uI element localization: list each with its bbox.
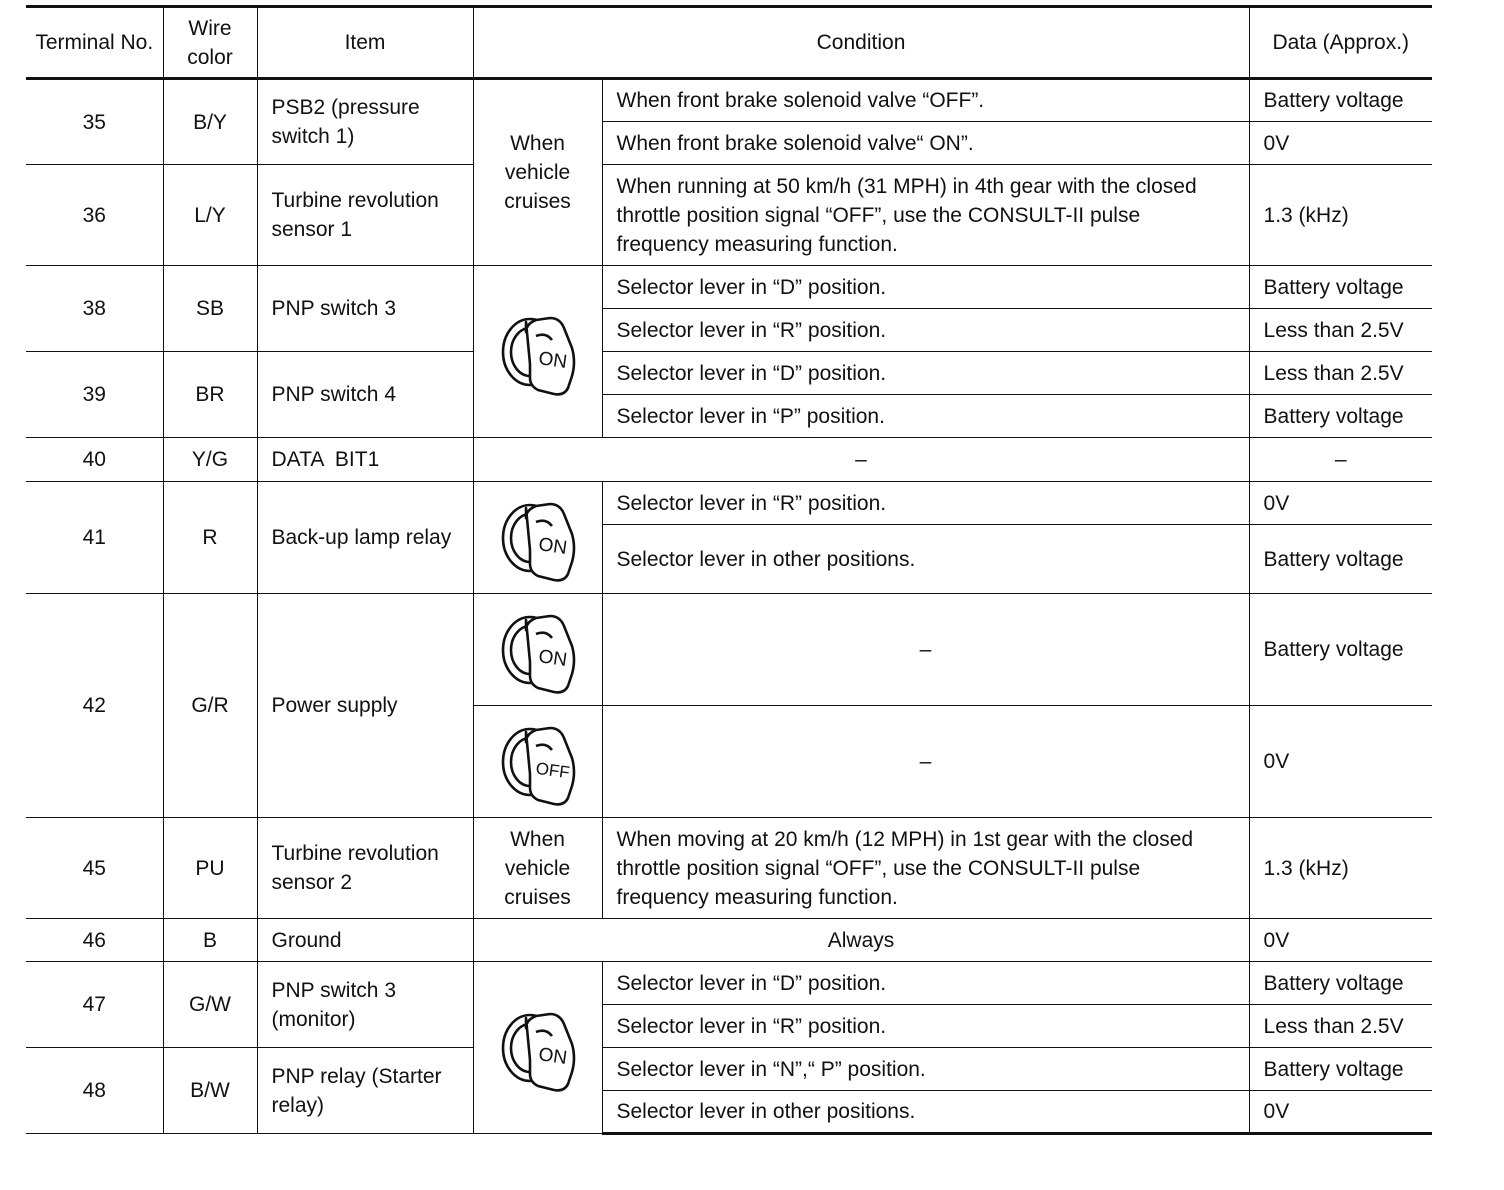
condition: Selector lever in “D” position. [602,266,1249,309]
terminal-no: 38 [26,266,163,352]
table-row [26,165,1432,266]
data-value: Battery voltage [1249,1048,1432,1091]
wire-color: BR [163,352,257,438]
data-value: 1.3 (kHz) [1249,165,1432,266]
table-row [26,266,1432,309]
condition: Selector lever in “R” position. [602,1005,1249,1048]
key-switch-label: ON [536,645,568,671]
wire-color: PU [163,818,257,919]
condition: When running at 50 km/h (31 MPH) in 4th gear with the closed throttle position signal “OFF”, use the CONSULT-II pulse frequency measuring function. [602,165,1249,266]
condition: Selector lever in “D” position. [602,962,1249,1005]
data-value: Battery voltage [1249,395,1432,438]
data-value: – [1249,438,1432,482]
data-value: 0V [1249,122,1432,165]
wire-color: B/W [163,1048,257,1134]
terminal-no: 48 [26,1048,163,1134]
terminal-no: 35 [26,79,163,165]
ignition-key-on-icon [492,492,584,584]
data-value: Battery voltage [1249,962,1432,1005]
key-switch-label: ON [536,347,568,373]
condition: Selector lever in other positions. [602,525,1249,594]
condition: Selector lever in “N”,“ P” position. [602,1048,1249,1091]
wire-color: B [163,919,257,962]
item: DATA BIT1 [257,438,473,482]
wire-color: SB [163,266,257,352]
key-switch-label: OFF [534,758,571,782]
item: PNP switch 3 (monitor) [257,962,473,1048]
item: Turbine revolution sensor 1 [257,165,473,266]
ignition-key-on-icon [492,604,584,696]
ignition-key-cell [473,482,602,594]
ignition-key-cell [473,266,602,438]
data-value: 0V [1249,706,1432,818]
item: Power supply [257,594,473,818]
data-value: 0V [1249,1091,1432,1134]
condition: Selector lever in “R” position. [602,482,1249,525]
condition: Selector lever in “R” position. [602,309,1249,352]
header-terminal-no: Terminal No. [26,7,163,79]
table-row [26,352,1432,395]
condition: Selector lever in “D” position. [602,352,1249,395]
table-row [26,919,1432,962]
data-value: Less than 2.5V [1249,352,1432,395]
header-data: Data (Approx.) [1249,7,1432,79]
ignition-key-on-icon [492,306,584,398]
table-row [26,482,1432,525]
table-row [26,438,1432,482]
condition: When front brake solenoid valve“ ON”. [602,122,1249,165]
data-value: Less than 2.5V [1249,1005,1432,1048]
table-row [26,962,1432,1005]
condition: Selector lever in other positions. [602,1091,1249,1134]
data-value: 0V [1249,919,1432,962]
terminal-no: 46 [26,919,163,962]
terminal-no: 47 [26,962,163,1048]
table-row [26,1048,1432,1091]
wire-color: L/Y [163,165,257,266]
header-condition: Condition [473,7,1249,79]
item: Ground [257,919,473,962]
key-switch-label: ON [536,533,568,559]
condition: – [602,594,1249,706]
condition: When moving at 20 km/h (12 MPH) in 1st gear with the closed throttle position signal “OFF”, use the CONSULT-II pulse frequency measuring function. [602,818,1249,919]
item: Turbine revolution sensor 2 [257,818,473,919]
terminal-no: 42 [26,594,163,818]
terminal-no: 39 [26,352,163,438]
key-switch-label: ON [536,1043,568,1069]
condition: Selector lever in “P” position. [602,395,1249,438]
ignition-key-cell [473,594,602,706]
header-item: Item [257,7,473,79]
terminal-no: 36 [26,165,163,266]
terminal-no: 41 [26,482,163,594]
condition: – [602,706,1249,818]
table-row [26,594,1432,706]
condition-group: When vehicle cruises [473,818,602,919]
data-value: Battery voltage [1249,79,1432,122]
ignition-key-cell [473,706,602,818]
data-value: Battery voltage [1249,594,1432,706]
item: Back-up lamp relay [257,482,473,594]
table-row [26,818,1432,919]
header-wire-color: Wire color [163,7,257,79]
ignition-key-cell [473,962,602,1134]
wire-color: R [163,482,257,594]
terminal-data-table [26,5,1432,1135]
data-value: Battery voltage [1249,266,1432,309]
condition: When front brake solenoid valve “OFF”. [602,79,1249,122]
item: PNP switch 4 [257,352,473,438]
wire-color: G/W [163,962,257,1048]
data-value: 0V [1249,482,1432,525]
condition-group: When vehicle cruises [473,79,602,266]
data-value: Battery voltage [1249,525,1432,594]
ignition-key-on-icon [492,1002,584,1094]
item: PSB2 (pressure switch 1) [257,79,473,165]
wire-color: B/Y [163,79,257,165]
wire-color: G/R [163,594,257,818]
terminal-no: 40 [26,438,163,482]
table-row [26,79,1432,122]
item: PNP switch 3 [257,266,473,352]
condition: – [473,438,1249,482]
wire-color: Y/G [163,438,257,482]
ignition-key-off-icon [492,716,584,808]
item: PNP relay (Starter relay) [257,1048,473,1134]
data-value: 1.3 (kHz) [1249,818,1432,919]
terminal-no: 45 [26,818,163,919]
data-value: Less than 2.5V [1249,309,1432,352]
condition: Always [473,919,1249,962]
